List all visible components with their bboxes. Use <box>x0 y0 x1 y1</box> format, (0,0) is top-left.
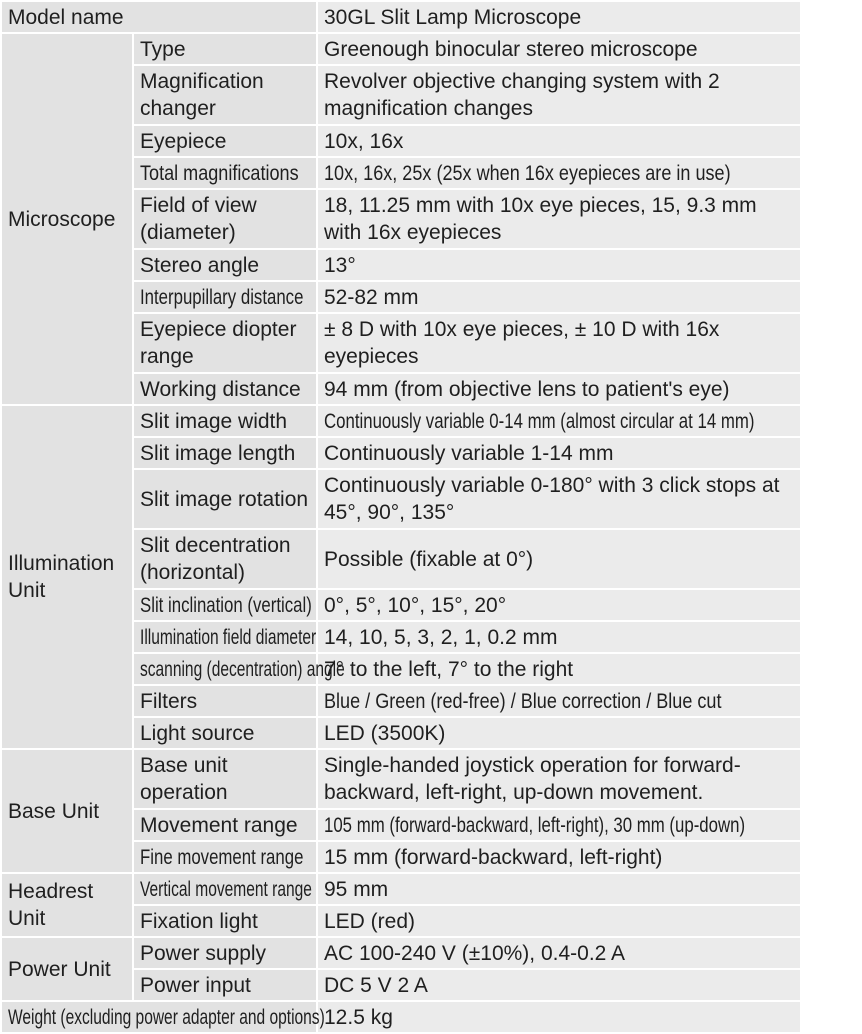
item-label: Illumination field diameter <box>140 625 317 649</box>
table-row <box>1 405 801 437</box>
item-label: Stereo angle <box>133 249 317 281</box>
item-value: 105 mm (forward-backward, left-right), 30 mm (up-down) <box>324 813 746 837</box>
item-label: Fixation light <box>133 905 317 937</box>
item-value: Continuously variable 1-14 mm <box>317 437 801 469</box>
item-label: Field of view (diameter) <box>133 189 317 249</box>
item-value: 10x, 16x, 25x (25x when 16x eyepieces are in use) <box>324 161 731 185</box>
item-label: Slit inclination (vertical) <box>140 593 312 617</box>
item-label: Eyepiece <box>133 125 317 157</box>
item-label: Movement range <box>133 809 317 841</box>
item-value: Single-handed joystick operation for forward-backward, left-right, up-down movement. <box>317 749 801 809</box>
item-label: Slit image width <box>133 405 317 437</box>
item-label: Interpupillary distance <box>140 285 304 309</box>
item-value: AC 100-240 V (±10%), 0.4-0.2 A <box>317 937 801 969</box>
category-power: Power Unit <box>1 937 133 1001</box>
item-label: Slit decentration (horizontal) <box>133 529 317 589</box>
item-label: Total magnifications <box>140 161 299 185</box>
item-value: Continuously variable 0-14 mm (almost circular at 14 mm) <box>324 409 755 433</box>
item-label: Slit image length <box>133 437 317 469</box>
item-value: Greenough binocular stereo microscope <box>317 33 801 65</box>
item-value: 0°, 5°, 10°, 15°, 20° <box>317 589 801 621</box>
weight-value: 12.5 kg <box>317 1001 801 1033</box>
item-value: DC 5 V 2 A <box>317 969 801 1001</box>
model-name-value: 30GL Slit Lamp Microscope <box>317 1 801 33</box>
model-name-label: Model name <box>1 1 317 33</box>
category-base: Base Unit <box>1 749 133 873</box>
item-label: Working distance <box>133 373 317 405</box>
category-illumination: Illumination Unit <box>1 405 133 749</box>
item-value: 94 mm (from objective lens to patient's eye) <box>317 373 801 405</box>
item-value: LED (red) <box>317 905 801 937</box>
item-value: 95 mm <box>317 873 801 905</box>
item-value: 52-82 mm <box>317 281 801 313</box>
item-value: Blue / Green (red-free) / Blue correction / Blue cut <box>324 689 722 713</box>
item-label: Eyepiece diopter range <box>133 313 317 373</box>
item-value: 14, 10, 5, 3, 2, 1, 0.2 mm <box>317 621 801 653</box>
item-label: scanning (decentration) angle <box>140 657 345 681</box>
item-label: Light source <box>133 717 317 749</box>
item-value: 15 mm (forward-backward, left-right) <box>317 841 801 873</box>
item-label: Fine movement range <box>140 845 304 869</box>
item-label: Slit image rotation <box>133 469 317 529</box>
item-label: Filters <box>133 685 317 717</box>
item-label: Magnification changer <box>133 65 317 125</box>
item-label: Type <box>133 33 317 65</box>
table-row <box>1 873 801 905</box>
table-row <box>1 937 801 969</box>
item-value: 10x, 16x <box>317 125 801 157</box>
item-label: Power input <box>133 969 317 1001</box>
item-value: 13° <box>317 249 801 281</box>
table-row <box>1 1 801 33</box>
table-row <box>1 1001 801 1033</box>
item-value: Possible (fixable at 0°) <box>317 529 801 589</box>
item-value: 7° to the left, 7° to the right <box>317 653 801 685</box>
item-value: 18, 11.25 mm with 10x eye pieces, 15, 9.3 mm with 16x eyepieces <box>317 189 801 249</box>
category-headrest: Headrest Unit <box>1 873 133 937</box>
table-row <box>1 749 801 809</box>
category-microscope: Microscope <box>1 33 133 405</box>
item-label: Power supply <box>133 937 317 969</box>
item-value: Continuously variable 0-180° with 3 click stops at 45°, 90°, 135° <box>317 469 801 529</box>
item-value: ± 8 D with 10x eye pieces, ± 10 D with 16x eyepieces <box>317 313 801 373</box>
weight-label: Weight (excluding power adapter and options) <box>8 1005 325 1029</box>
item-label: Base unit operation <box>133 749 317 809</box>
item-label: Vertical movement range <box>140 877 312 901</box>
item-value: LED (3500K) <box>317 717 801 749</box>
item-value: Revolver objective changing system with 2 magnification changes <box>317 65 801 125</box>
table-row <box>1 33 801 65</box>
